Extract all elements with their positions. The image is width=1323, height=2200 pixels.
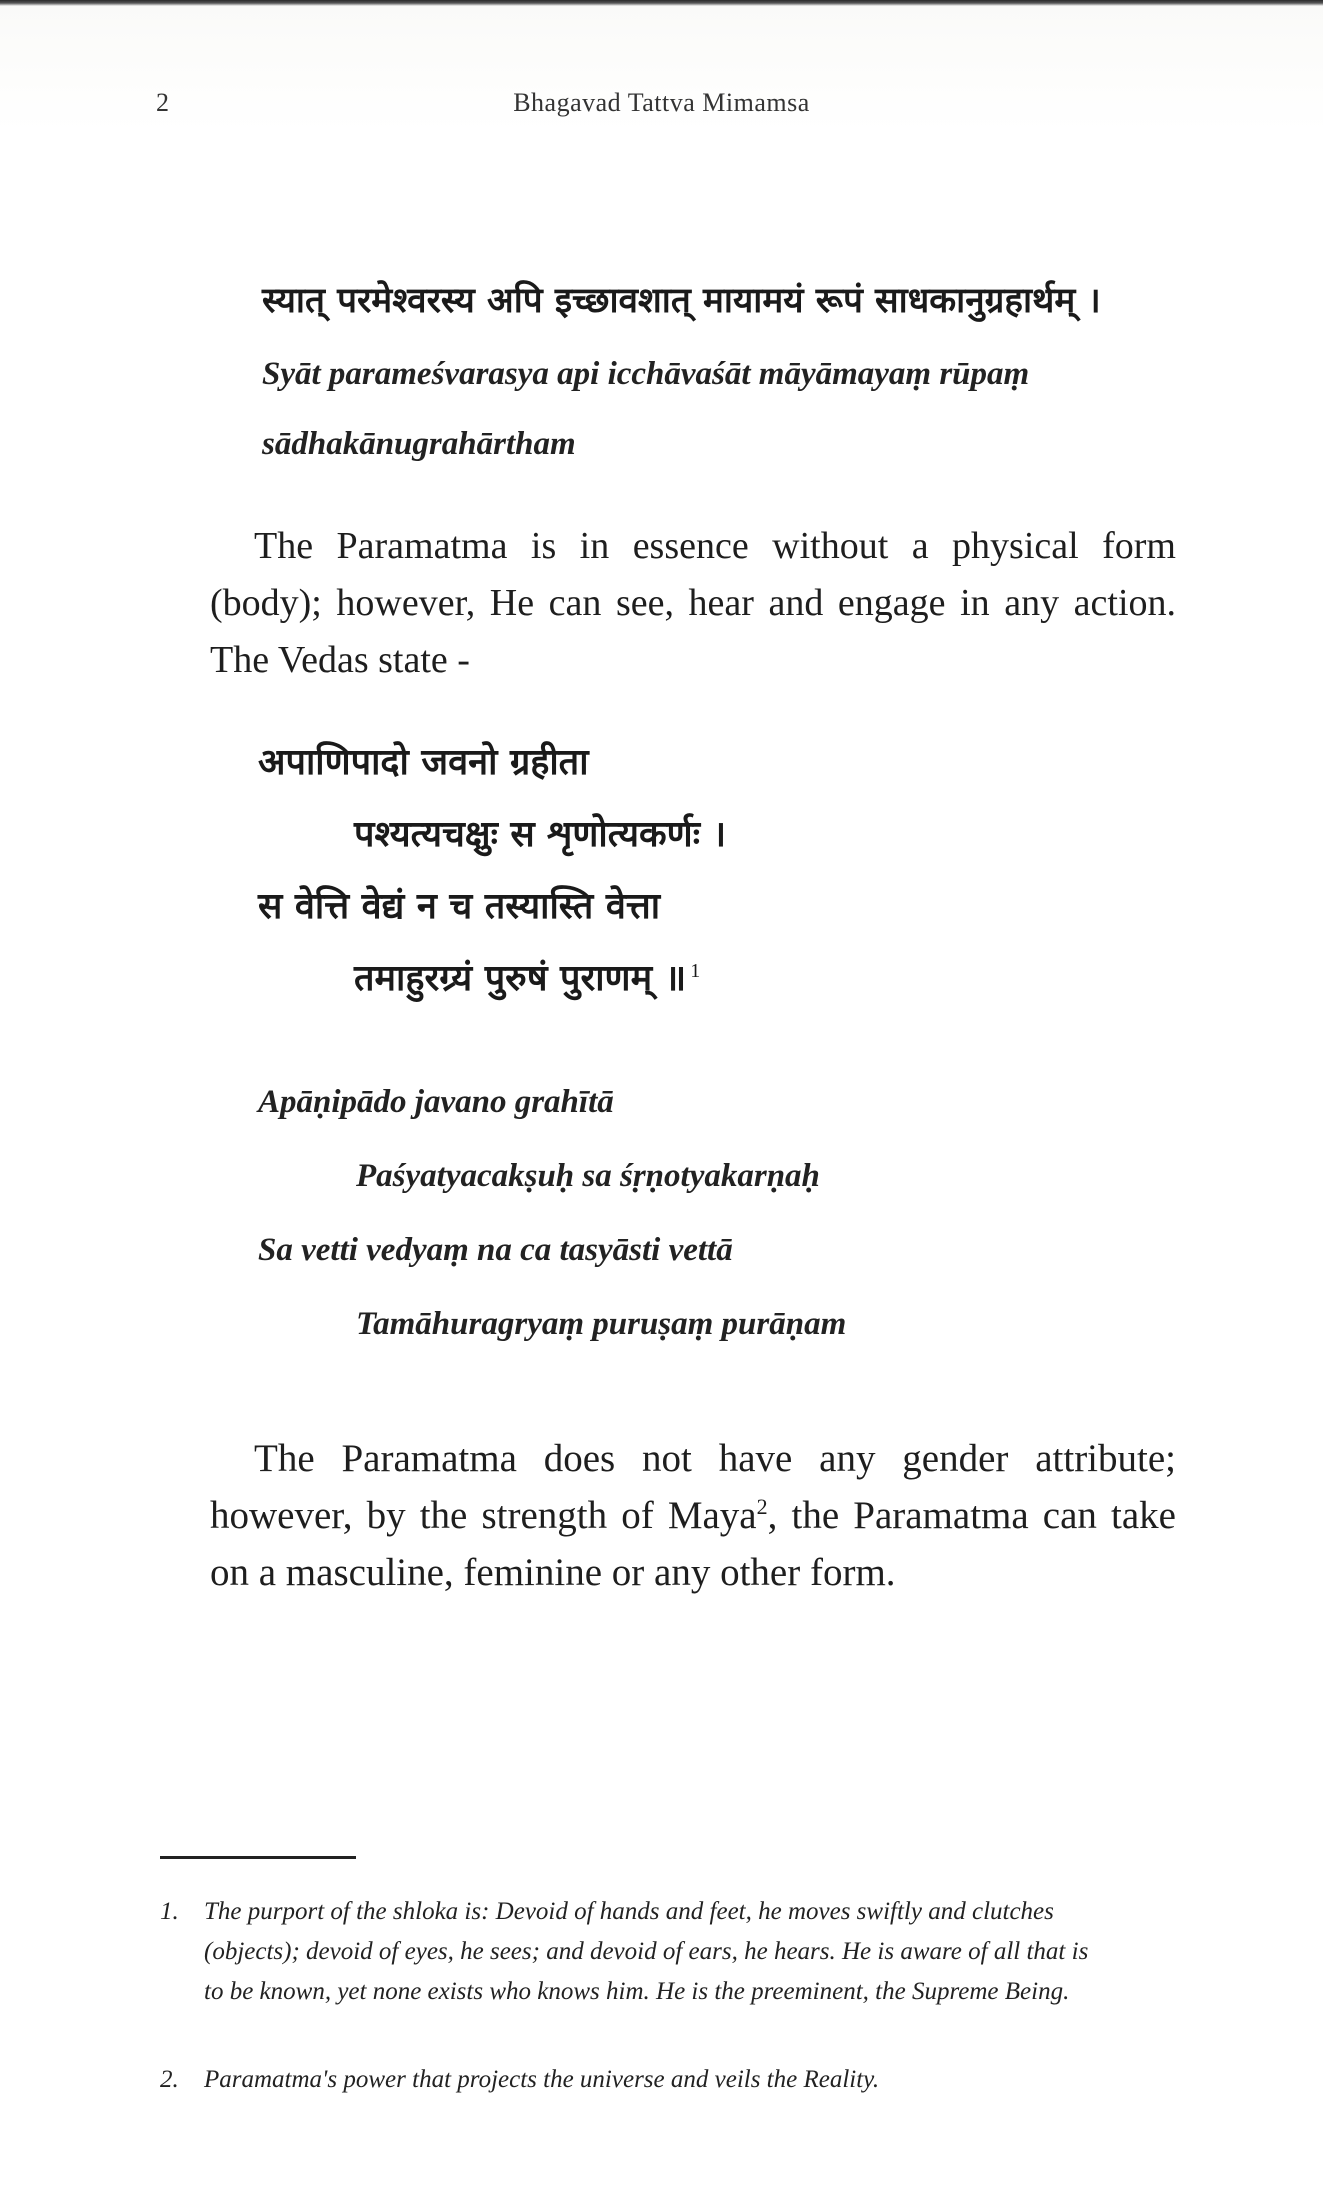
footnote-marker-2: 2	[756, 1494, 768, 1519]
verse2-translit-line3: Sa vetti vedyaṃ na ca tasyāsti vettā	[258, 1232, 733, 1268]
footnote-1	[160, 1892, 1090, 2012]
footnote-2-text: Paramatma's power that projects the universe and veils the Reality.	[204, 2066, 880, 2093]
verse1-translit-line2: sādhakānugrahārtham	[262, 426, 576, 462]
footnote-2	[160, 2060, 1090, 2100]
footnote-1-text: The purport of the shloka is: Devoid of hands and feet, he moves swiftly and clutches (objects); devoid of eyes, he sees; and devoid of ears, he hears. He is aware of all that is to be known, yet none exists who knows him. He is the preeminent, the Supreme Being.	[204, 1898, 1089, 2005]
verse2-translit-line2: Paśyatyacakṣuḥ sa śṛṇotyakarṇaḥ	[356, 1158, 820, 1194]
footnote-marker-1: 1	[690, 960, 701, 982]
footnote-2-number: 2.	[160, 2066, 179, 2093]
verse2-devanagari-line3: स वेत्ति वेद्यं न च तस्यास्ति वेत्ता	[258, 886, 661, 927]
verse2-devanagari-line1: अपाणिपादो जवनो ग्रहीता	[258, 742, 589, 783]
verse2-translit-line4: Tamāhuragryaṃ puruṣaṃ purāṇam	[356, 1306, 847, 1342]
paragraph-2	[210, 1430, 1176, 1601]
verse2-devanagari-line4-text: तमाहुरग्र्यं पुरुषं पुराणम् ॥	[354, 958, 687, 999]
verse2-devanagari-line4	[354, 952, 700, 1001]
verse2-translit-line1: Apāṇipādo javano grahītā	[258, 1084, 614, 1120]
page-top-edge	[0, 0, 1323, 6]
footnote-1-number: 1.	[160, 1898, 179, 1925]
verse2-devanagari-line2: पश्यत्यचक्षुः स शृणोत्यकर्णः ।	[354, 814, 727, 855]
page-number: 2	[156, 88, 169, 117]
paragraph-1	[210, 518, 1176, 689]
paragraph-1-text: The Paramatma is in essence without a physical form (body); however, He can see, hear and engage in any action. The Vedas state -	[210, 525, 1176, 681]
footnote-separator	[160, 1856, 356, 1859]
running-title: Bhagavad Tattva Mimamsa	[513, 88, 810, 117]
paragraph-2-after: , the Paramatma can take on a masculine, feminine or any other form.	[210, 1494, 1176, 1594]
paragraph-2-before: The Paramatma does not have any gender attribute; however, by the strength of Maya	[210, 1437, 1176, 1537]
verse1-translit-line1: Syāt parameśvarasya api icchāvaśāt māyāmayaṃ rūpaṃ	[262, 356, 1030, 392]
verse1-devanagari: स्यात् परमेश्वरस्य अपि इच्छावशात् मायामयं रूपं साधकानुग्रहार्थम् ।	[262, 281, 1101, 321]
